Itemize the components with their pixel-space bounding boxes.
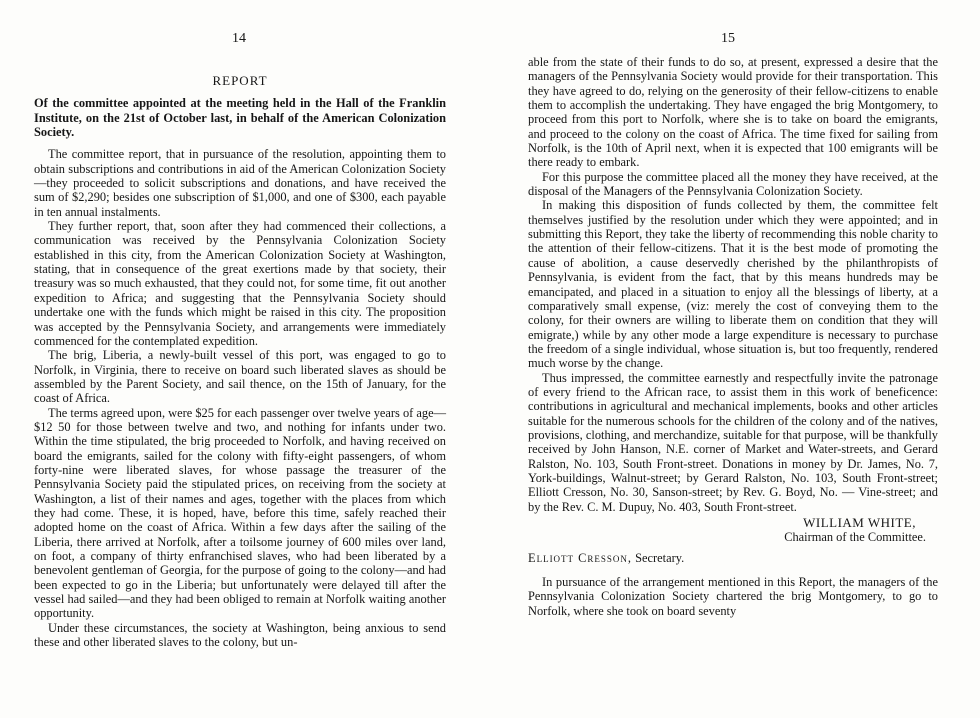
signature-title: Chairman of the Committee. xyxy=(784,530,926,545)
right-text-column xyxy=(528,55,938,618)
secretary-name: Elliott Cresson, xyxy=(528,550,633,565)
paragraph: The committee report, that in pursuance of the resolution, appointing them to obtain subscriptions and contributions in aid of the American Colonization Society—they proceeded to solicit subscriptions and donations, and have received the sum of $2,290; besides one subscription of $1,000, and one of $300, each payable in ten annual instalments. xyxy=(34,147,446,219)
right-page xyxy=(490,0,980,718)
secretary-title: Secretary. xyxy=(635,550,685,565)
paragraph: Under these circumstances, the society at Washington, being anxious to send these and other liberated slaves to the colony, but un- xyxy=(34,620,446,650)
signature-name: WILLIAM WHITE, xyxy=(803,515,916,530)
closing-paragraph: In pursuance of the arrangement mentioned in this Report, the managers of the Pennsylvania Colonization Society chartered the brig Montgomery, to go to Norfolk, where she took on board seventy xyxy=(528,575,938,618)
secretary-line xyxy=(528,551,938,565)
report-lead: Of the committee appointed at the meeting held in the Hall of the Franklin Institute, on the 21st of October last, in behalf of the American Colonization Society. xyxy=(34,96,446,140)
paragraph: The brig, Liberia, a newly-built vessel of this port, was engaged to go to Norfolk, in Virginia, there to receive on board such liberated slaves as should be assembled by the Parent Society, and sail thence, on the 15th of January, for the coast of Africa. xyxy=(34,348,446,406)
paragraph: In making this disposition of funds collected by them, the committee felt themselves justified by the resolution under which they were appointed; and in submitting this Report, they take the liberty of recommending this noble charity to the attention of their fellow-citizens. That it is the best mode of promoting the cause of abolition, a cause deservedly cherished by the philanthropists of Pennsylvania, is evident from the fact, that by this means hundreds may be emancipated, and placed in a situation to enjoy all the blessings of liberty, at a comparatively small expense, (viz: merely the cost of conveying them to the colony, for their owners are willing to liberate them on condition that they will emigrate,) while by any other mode a large expenditure is necessary to purchase the freedom of a single individual, whose situation is, but too frequently, rendered much worse by the change. xyxy=(528,198,938,371)
paragraph: They further report, that, soon after they had commenced their collections, a communication was received by the Pennsylvania Colonization Society established in this city, from the American Colonization Society at Washington, stating, that in consequence of the great exertions made by that society, their treasury was so much exhausted, that they could not, for some time, fit out another expedition to Africa; and suggesting that the Pennsylvania Society should undertake one with the funds which might be raised in this city. The proposition was accepted by the Pennsylvania Society, and arrangements were immediately commenced for the contemplated expedition. xyxy=(34,219,446,348)
paragraph: Thus impressed, the committee earnestly and respectfully invite the patronage of every friend to the African race, to assist them in this work of beneficence: contributions in agricultural and mechanical implements, books and other articles suitable for the numerous schools for the children of the colony and of the natives, provisions, clothing, and merchandize, suitable for that purpose, will be thankfully received by John Hanson, N.E. corner of Market and Water-streets, and Gerard Ralston, No. 103, South Front-street. Donations in money by Dr. James, No. 7, York-buildings, Walnut-street; by Gerard Ralston, No. 103, South Front-street; Elliott Cresson, No. 30, Sanson-street; by Rev. G. Boyd, No. — Vine-street; and by the Rev. C. M. Dupuy, No. 403, South Front-street. xyxy=(528,370,938,514)
paragraph: able from the state of their funds to do so, at present, expressed a desire that the managers of the Pennsylvania Society would provide for their transportation. This they have agreed to do, relying on the generosity of their fellow-citizens to enable them to accomplish the undertaking. They have engaged the brig Montgomery, to proceed from this port to Norfolk, where she is to take on board the emigrants, and proceed to the colony on the coast of Africa. The time fixed for sailing from Norfolk, is the 10th of April next, when it is expected that 100 emigrants will be there ready to embark. xyxy=(528,55,938,170)
page-number-right: 15 xyxy=(721,31,735,46)
page-number-left: 14 xyxy=(232,31,246,46)
report-heading: REPORT xyxy=(212,73,268,88)
left-text-column xyxy=(34,74,446,649)
paragraph: The terms agreed upon, were $25 for each passenger over twelve years of age—$12 50 for those between twelve and two, and nothing for infants under two. Within the time stipulated, the brig proceeded to Norfolk, and having received on board the emigrants, sailed for the colony with fifty-eight passengers, of whom forty-nine were liberated slaves, for whose passage the treasurer of the Pennsylvania Society paid the stipulated prices, on receiving from the society at Washington, a list of their names and ages, together with the places from which they had come. These, it is hoped, have, before this time, safely reached their adopted home on the coast of Africa. Within a few days after the sailing of the Liberia, there arrived at Norfolk, after a toilsome journey of 600 miles over land, on foot, a company of thirty enfranchised slaves, who had been liberated by a benevolent gentleman of Georgia, for the purpose of going to the colony—and had been expected to go in the Liberia; but unfortunately were delayed till after the vessel had sailed—and they had been obliged to remain at Norfolk waiting another opportunity. xyxy=(34,405,446,621)
paragraph: For this purpose the committee placed all the money they have received, at the disposal of the Managers of the Pennsylvania Colonization Society. xyxy=(528,169,938,199)
